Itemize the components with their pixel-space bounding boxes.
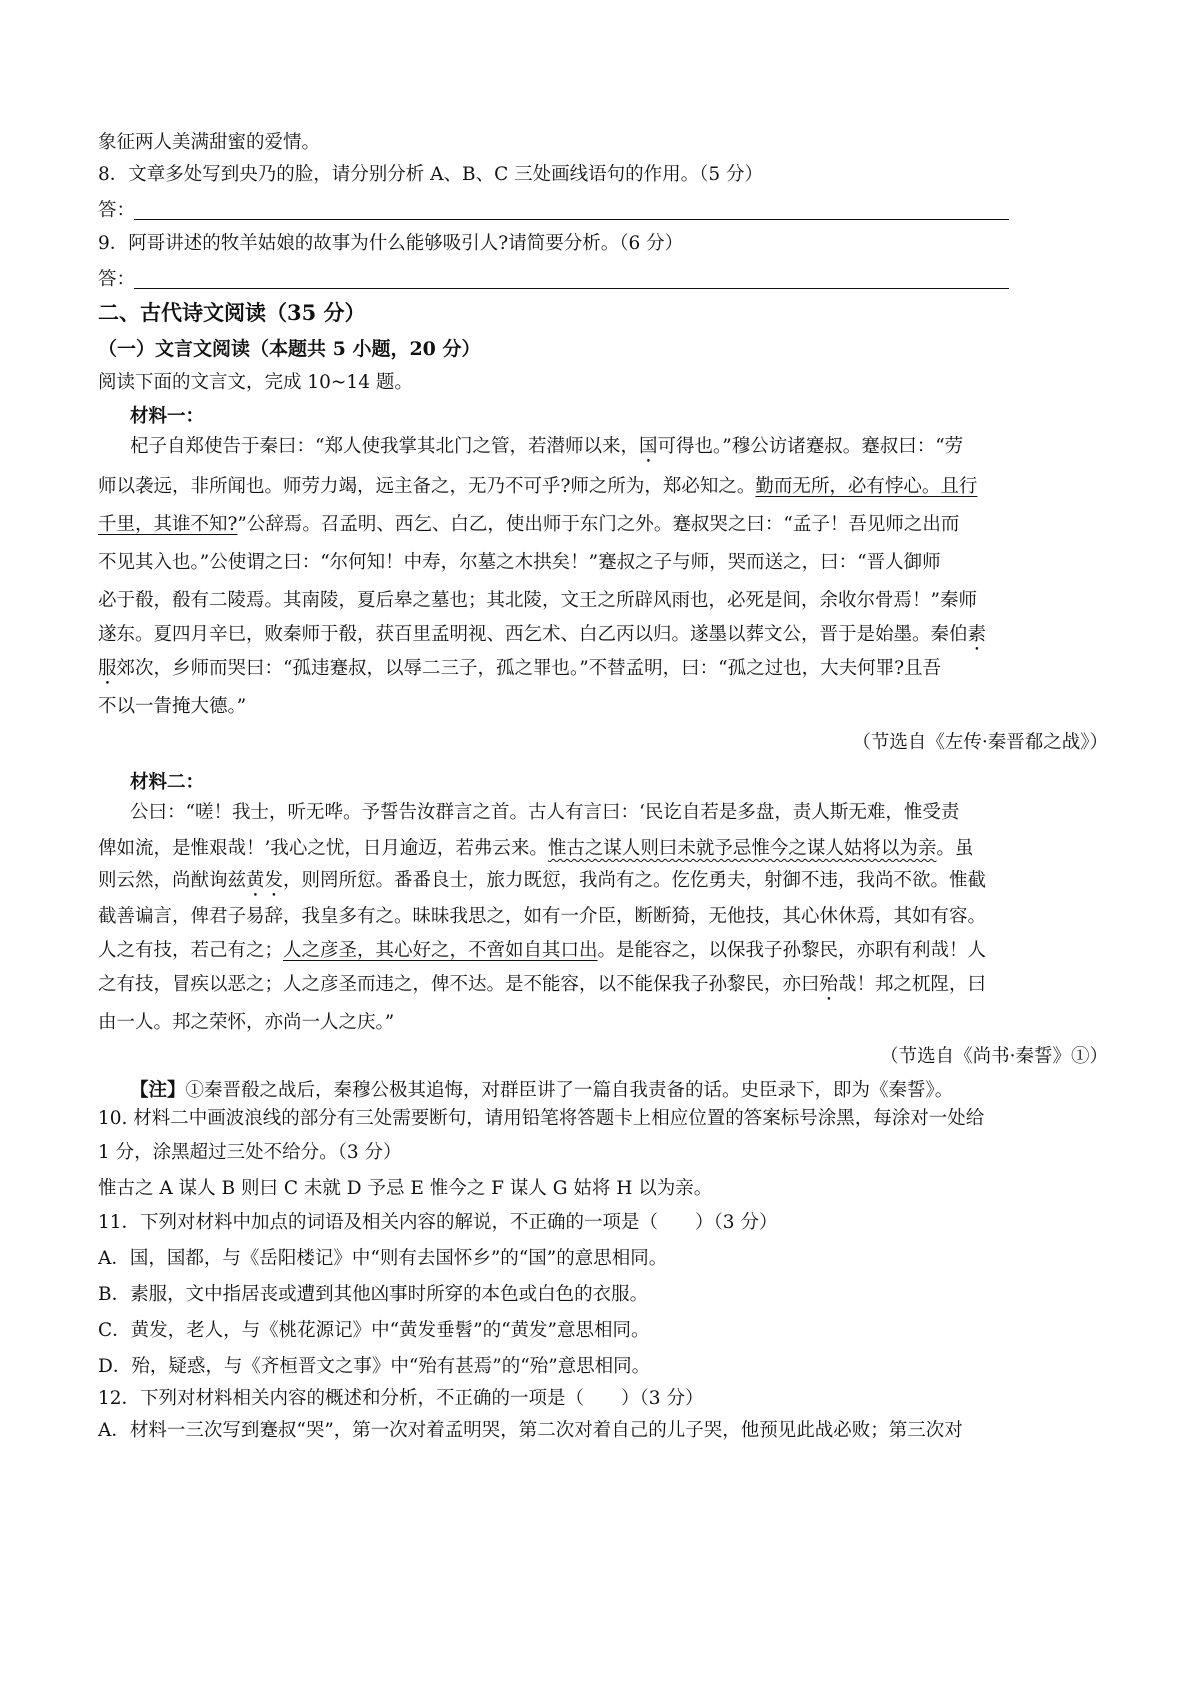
dotted-word-guo: 国: [638, 436, 658, 457]
material-1-line: 不见其入也。”公使谓之曰：“尔何知！中寿，尔墓之木拱矣！”蹇叔之子与师，哭而送之，曰：“晋人御师: [98, 552, 941, 573]
question-12-option-a[interactable]: A．材料一三次写到蹇叔“哭”，第一次对着孟明哭，第二次对着自己的儿子哭，他预见此战必败；第三次对: [98, 1420, 963, 1441]
underlined-sentence-end: 千里，其谁不知?: [98, 514, 238, 535]
material-1-line: 师以袭远，非所闻也。师劳力竭，远主备之，无乃不可乎?师之所为，郑必知之。勤而无所，必有悖心。且行: [98, 476, 978, 497]
material-1-source: （节选自《左传·秦晋郩之战》）: [852, 732, 1108, 753]
material-1-line: 杞子自郑使告于秦曰：“郑人使我掌其北门之管，若潜师以来，国可得也。”穆公访诸蹇叔。蹇叔曰：“劳: [130, 436, 964, 457]
dotted-word-huangfa: 黄发: [246, 870, 284, 891]
question-11-option-a[interactable]: A．国，国都，与《岳阳楼记》中“则有去国怀乡”的“国”的意思相同。: [98, 1248, 668, 1269]
material-2-line: 截善谝言，俾君子易辞，我皇多有之。昧昧我思之，如有一介臣，断断猗，无他技，其心休休焉，其如有容。: [98, 906, 987, 927]
question-11-option-b[interactable]: B．素服，文中指居丧或遭到其他凶事时所穿的本色或白色的衣服。: [98, 1284, 649, 1305]
material-2-title: 材料二：: [130, 772, 205, 793]
material-1-line: 遂东。夏四月辛巳，败秦师于殽，获百里孟明视、西乞术、白乙丙以归。遂墨以葬文公，晋于是始墨。秦伯素: [98, 624, 987, 645]
question-10-cont: 1 分，涂黑超过三处不给分。（3 分）: [98, 1142, 402, 1163]
material-2-line: 人之有技，若己有之；人之彦圣，其心好之，不啻如自其口出。是能容之，以保我子孙黎民，亦职有利哉！人: [98, 940, 987, 961]
dotted-word-su: 素: [967, 624, 987, 645]
material-2-line: 俾如流，是惟艰哉！’我心之忧，日月逾迈，若弗云来。惟古之谋人则曰未就予忌惟今之谋人姑将以为亲。虽: [98, 838, 974, 859]
question-11-option-d[interactable]: D．殆，疑惑，与《齐桓晋文之事》中“殆有甚焉”的“殆”意思相同。: [98, 1356, 651, 1377]
question-10-options: 惟古之 A 谋人 B 则曰 C 未就 D 予忌 E 惟今之 F 谋人 G 姑将 H 以为亲。: [98, 1178, 713, 1199]
underlined-sentence: 人之彦圣，其心好之，不啻如自其口出: [283, 940, 598, 961]
material-2-line: 公曰：“嗟！我士，听无哗。予誓告汝群言之首。古人有言曰：‘民讫自若是多盘，责人斯无难，惟受责: [130, 802, 960, 823]
dotted-word-fu: 服: [98, 658, 117, 679]
wavy-underlined-sentence: 惟古之谋人则曰未就予忌惟今之谋人姑将以为亲: [547, 838, 937, 859]
material-1-line: 必于殽，殽有二陵焉。其南陵，夏后皋之墓也；其北陵，文王之所辟风雨也，必死是间，余收尔骨焉！”秦师: [98, 590, 977, 611]
material-1-title: 材料一：: [130, 406, 205, 427]
question-12: 12．下列对材料相关内容的概述和分析，不正确的一项是（ ）（3 分）: [98, 1388, 704, 1409]
question-10: 10. 材料二中画波浪线的部分有三处需要断句，请用铅笔将答题卡上相应位置的答案标号涂黑，每涂对一处给: [98, 1108, 985, 1129]
passage-end-line: 象征两人美满甜蜜的爱情。: [98, 132, 321, 153]
question-8: 8．文章多处写到央乃的脸，请分别分析 A、B、C 三处画线语句的作用。（5 分）: [98, 164, 764, 185]
material-1-line: 不以一眚掩大德。”: [98, 696, 247, 717]
section-title-ancient-poetry: 二、古代诗文阅读（35 分）: [98, 300, 366, 325]
annotation-note: 【注】①秦晋殽之战后，秦穆公极其追悔，对群臣讲了一篇自我责备的话。史臣录下，即为《秦誓》。: [130, 1080, 954, 1101]
question-11-option-c[interactable]: C．黄发，老人，与《桃花源记》中“黄发垂髫”的“黄发”意思相同。: [98, 1320, 650, 1341]
underlined-sentence: 勤而无所，必有悖心。且行: [755, 476, 978, 497]
answer-blank-9[interactable]: [134, 288, 1009, 289]
material-1-line: 服郊次，乡师而哭曰：“孤违蹇叔，以辱二三子，孤之罪也。”不替孟明，曰：“孤之过也，大夫何罪?且吾: [98, 658, 942, 679]
material-2-line: 则云然，尚猷询兹黄发，则罔所愆。番番良士，旅力既愆，我尚有之。仡仡勇夫，射御不违，我尚不欲。惟截: [98, 870, 987, 891]
material-2-line: 由一人。邦之荣怀，亦尚一人之庆。”: [98, 1012, 395, 1033]
answer-label-8: 答：: [98, 200, 136, 221]
question-11: 11．下列对材料中加点的词语及相关内容的解说，不正确的一项是（ ）（3 分）: [98, 1212, 778, 1233]
subsection-title-classical-chinese: （一）文言文阅读（本题共 5 小题，20 分）: [98, 338, 481, 360]
material-2-source: （节选自《尚书·秦誓》①）: [880, 1046, 1108, 1067]
material-2-line: 之有技，冒疾以恶之；人之彦圣而违之，俾不达。是不能容，以不能保我子孙黎民，亦曰殆哉！邦之杌陧，曰: [98, 974, 987, 995]
reading-instruction: 阅读下面的文言文，完成 10~14 题。: [98, 372, 413, 393]
material-1-line: 千里，其谁不知?”公辞焉。召孟明、西乞、白乙，使出师于东门之外。蹇叔哭之曰：“孟子！吾见师之出而: [98, 514, 960, 535]
answer-label-9: 答：: [98, 269, 136, 290]
question-9: 9．阿哥讲述的牧羊姑娘的故事为什么能够吸引人?请简要分析。（6 分）: [98, 233, 684, 254]
dotted-word-dai: 殆: [819, 974, 839, 995]
answer-blank-8[interactable]: [134, 219, 1009, 220]
